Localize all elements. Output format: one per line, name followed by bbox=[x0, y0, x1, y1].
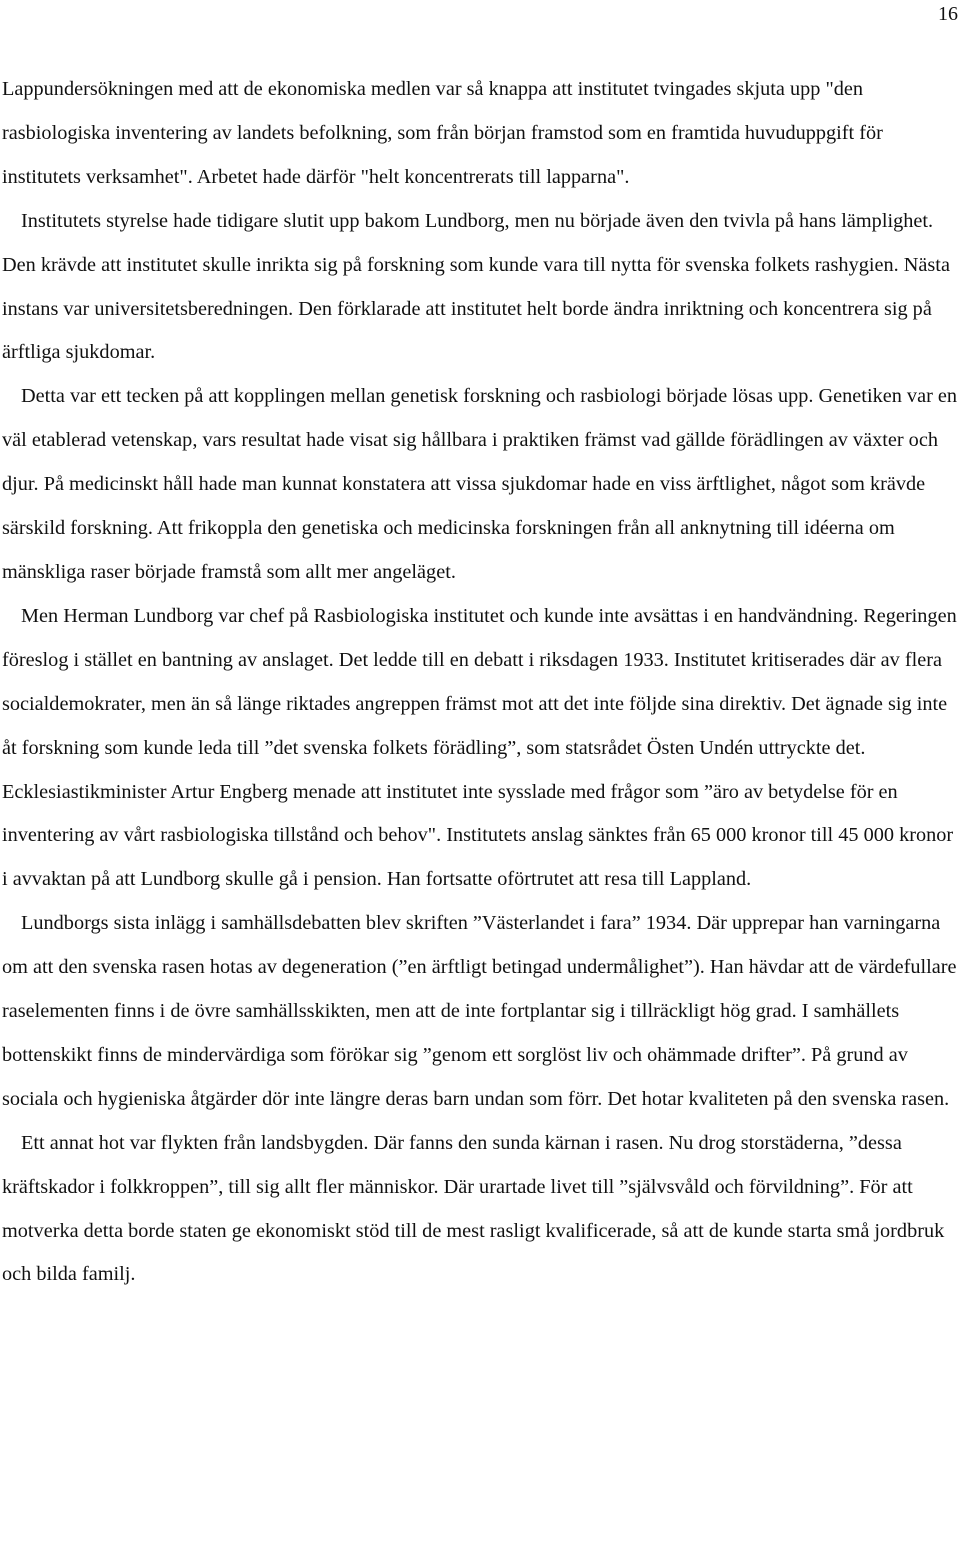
page-number: 16 bbox=[938, 3, 958, 25]
paragraph: Lundborgs sista inlägg i samhällsdebatten blev skriften ”Västerlandet i fara” 1934. Där upprepar han varningarna om att den svenska rasen hotas av degeneration (”en ärftligt betingad undermålighet”). Han hävdar att de värdefullare raselementen finns i de övre samhällsskikten, men att de inte fortplantar sig i tillräckligt hög grad. I samhällets bottenskikt finns de mindervärdiga som förökar sig ”genom ett sorglöst liv och ohämmade drifter”. På grund av sociala och hygieniska åtgärder dör inte längre deras barn undan som förr. Det hotar kvaliteten på den svenska rasen. bbox=[2, 912, 957, 1110]
document-body bbox=[2, 68, 958, 1297]
paragraph: Institutets styrelse hade tidigare slutit upp bakom Lundborg, men nu började även den tvivla på hans lämplighet. Den krävde att institutet skulle inrikta sig på forskning som kunde vara till nytta för svenska folkets rashygien. Nästa instans var universitetsberedningen. Den förklarade att institutet helt borde ändra inriktning och koncentrera sig på ärftliga sjukdomar. bbox=[2, 209, 950, 364]
paragraph: Men Herman Lundborg var chef på Rasbiologiska institutet och kunde inte avsättas i en handvändning. Regeringen föreslog i stället en bantning av anslaget. Det ledde till en debatt i riksdagen 1933. Institutet kritiserades där av flera socialdemokrater, men än så länge riktades angreppen främst mot att det inte följde sina direktiv. Det ägnade sig inte åt forskning som kunde leda till ”det svenska folkets förädling”, som statsrådet Östen Undén uttryckte det. Ecklesiastikminister Artur Engberg menade att institutet inte sysslade med frågor som ”äro av betydelse för en inventering av vårt rasbiologiska tillstånd och behov". Institutets anslag sänktes från 65 000 kronor till 45 000 kronor i avvaktan på att Lundborg skulle gå i pension. Han fortsatte oförtrutet att resa till Lappland. bbox=[2, 604, 957, 891]
paragraph: Detta var ett tecken på att kopplingen mellan genetisk forskning och rasbiologi började lösas upp. Genetiken var en väl etablerad vetenskap, vars resultat hade visat sig hållbara i praktiken främst vad gällde förädlingen av växter och djur. På medicinskt håll hade man kunnat konstatera att vissa sjukdomar hade en viss ärftlighet, något som krävde särskild forskning. Att frikoppla den genetiska och medicinska forskningen från all anknytning till idéerna om mänskliga raser började framstå som allt mer angeläget. bbox=[2, 385, 958, 583]
paragraph: Lappundersökningen med att de ekonomiska medlen var så knappa att institutet tvingades skjuta upp "den rasbiologiska inventering av landets befolkning, som från början framstod som en framtida huvuduppgift för institutets verksamhet". Arbetet hade därför "helt koncentrerats till lapparna". bbox=[2, 78, 883, 188]
paragraph: Ett annat hot var flykten från landsbygden. Där fanns den sunda kärnan i rasen. Nu drog storstäderna, ”dessa kräftskador i folkkroppen”, till sig allt fler människor. Där urartade livet till ”självsvåld och förvildning”. För att motverka detta borde staten ge ekonomiskt stöd till de mest rasligt kvalificerade, så att de kunde starta små jordbruk och bilda familj. bbox=[2, 1131, 945, 1286]
